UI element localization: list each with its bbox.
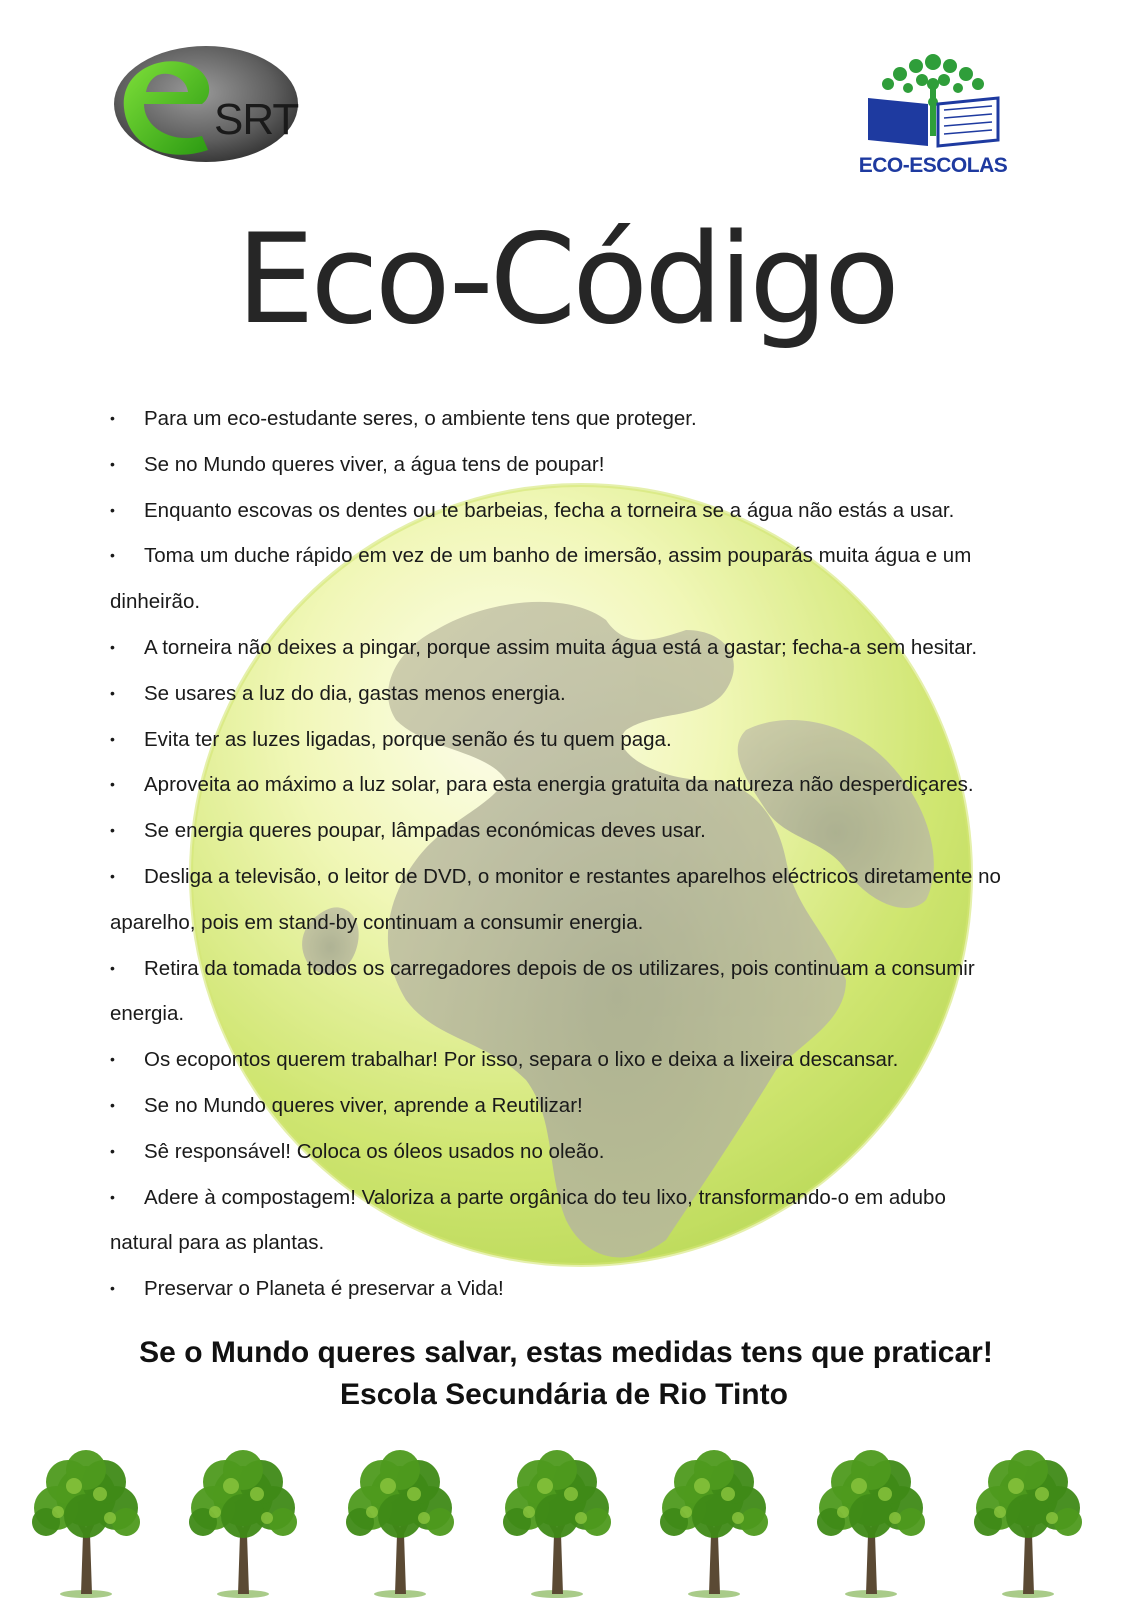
list-item: • Se energia queres poupar, lâmpadas económicas deves usar. (110, 808, 1010, 854)
list-item: • Os ecopontos querem trabalhar! Por isso, separa o lixo e deixa a lixeira descansar. (110, 1037, 1010, 1083)
list-item: • A torneira não deixes a pingar, porque assim muita água está a gastar; fecha-a sem hesitar. (110, 625, 1010, 671)
list-item: • Desliga a televisão, o leitor de DVD, o monitor e restantes aparelhos eléctricos diretamente no aparelho, pois em stand-by continuam a consumir energia. (110, 854, 1010, 946)
eco-escolas-caption: ECO-ESCOLAS (858, 154, 1008, 177)
tree-icon (346, 1450, 454, 1598)
list-item: • Para um eco-estudante seres, o ambiente tens que proteger. (110, 396, 1010, 442)
list-item: • Adere à compostagem! Valoriza a parte orgânica do teu lixo, transformando-o em adubo natural para as plantas. (110, 1175, 1010, 1267)
tree-icon (189, 1450, 297, 1598)
list-item: • Preservar o Planeta é preservar a Vida! (110, 1266, 1010, 1312)
eco-escolas-logo (858, 46, 1008, 186)
school-name: Escola Secundária de Rio Tinto (340, 1378, 788, 1411)
eco-code-rules-list (110, 396, 1010, 1312)
list-item: • Aproveita ao máximo a luz solar, para esta energia gratuita da natureza não desperdiçares. (110, 762, 1010, 808)
list-item: • Toma um duche rápido em vez de um banho de imersão, assim pouparás muita água e um dinheirão. (110, 533, 1010, 625)
list-item: • Retira da tomada todos os carregadores depois de os utilizares, pois continuam a consumir energia. (110, 946, 1010, 1038)
list-item: • Se no Mundo queres viver, a água tens de poupar! (110, 442, 1010, 488)
page-title: Eco-Código (236, 208, 896, 352)
tree-icon (817, 1450, 925, 1598)
esrt-logo-text: SRT (214, 95, 299, 144)
tree-icon (32, 1450, 140, 1598)
trees-row (0, 1448, 1132, 1600)
tree-icon (974, 1450, 1082, 1598)
list-item: • Evita ter as luzes ligadas, porque senão és tu quem paga. (110, 717, 1010, 763)
tree-icon (503, 1450, 611, 1598)
slogan: Se o Mundo queres salvar, estas medidas tens que praticar! (139, 1336, 993, 1369)
eco-escolas-emblem-icon (858, 46, 1008, 156)
list-item: • Sê responsável! Coloca os óleos usados no oleão. (110, 1129, 1010, 1175)
list-item: • Enquanto escovas os dentes ou te barbeias, fecha a torneira se a água não estás a usar. (110, 488, 1010, 534)
esrt-logo (110, 42, 310, 170)
tree-icon (660, 1450, 768, 1598)
list-item: • Se no Mundo queres viver, aprende a Reutilizar! (110, 1083, 1010, 1129)
list-item: • Se usares a luz do dia, gastas menos energia. (110, 671, 1010, 717)
